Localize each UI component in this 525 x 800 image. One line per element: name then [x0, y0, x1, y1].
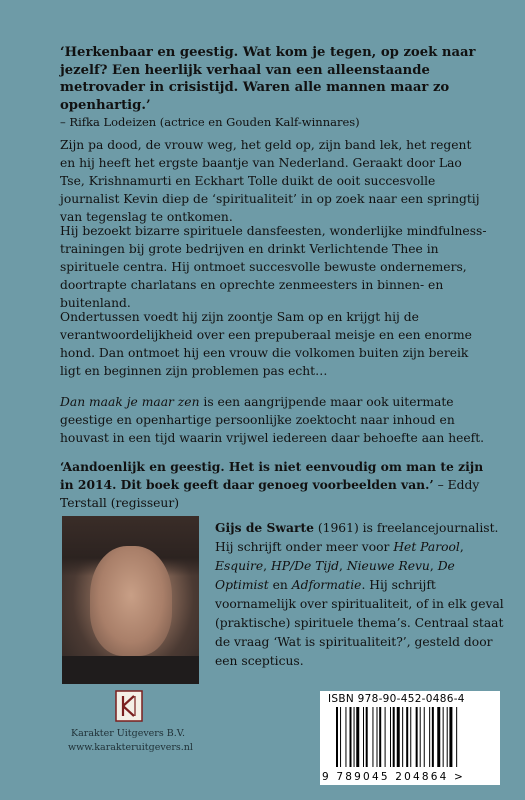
author-bio [215, 518, 505, 671]
publication-name: Nieuwe Revu [346, 559, 430, 573]
publication-name: Het Parool [393, 540, 460, 554]
publisher-info [68, 727, 193, 755]
bio-separator: , [429, 559, 438, 573]
bottom-review-quote [60, 458, 500, 513]
top-review-quote [60, 44, 490, 132]
bio-separator: , [459, 540, 464, 554]
blurb-paragraph-3: Ondertussen voedt hij zijn zoontje Sam op en krijgt hij de verantwoordelijkheid over een prepuberaal meisje en een enorme hond. Dan ontmoet hij een vrouw die volkomen buiten zijn bereik ligt en beginnen zijn problemen pas echt… [60, 310, 472, 379]
isbn-label: ISBN 978-90-452-0486-4 [328, 693, 465, 705]
author-photo-shirt [62, 656, 199, 684]
top-quote-attribution: – Rifka Lodeizen (actrice en Gouden Kalf-winnares) [60, 115, 360, 129]
publisher-name: Karakter Uitgevers B.V. [71, 728, 185, 739]
bottom-quote-attribution: – Eddy Terstall (regisseur) [60, 478, 480, 511]
author-photo [62, 516, 199, 684]
publication-name: Adformatie [291, 578, 362, 592]
author-name: Gijs de Swarte [215, 520, 314, 535]
book-title-inline: Dan maak je maar zen [60, 395, 200, 409]
barcode-icon [336, 707, 488, 767]
publication-name: De Optimist [215, 559, 455, 592]
bio-separator: , [263, 559, 271, 573]
blurb-paragraph-2: Hij bezoekt bizarre spirituele dansfeesten, wonderlijke mindfulness-trainingen bij grote bedrijven en drinkt Verlichtende Thee in spirituele centra. Hij ontmoet succesvolle bewuste ondernemers, doortrapte charlatans en oprechte zenmeesters in binnen- en buitenland. [60, 224, 487, 311]
blurb-paragraph-4-text: is een aangrijpende maar ook uitermate geestige en openhartige persoonlijke zoektocht naar inhoud en houvast in een tijd waarin vrijwel iedereen daar behoefte aan heeft. [60, 395, 485, 446]
bottom-quote-text: ‘Aandoenlijk en geestig. Het is niet eenvoudig om man te zijn in 2014. Dit boek geeft daar genoeg voorbeelden van.’ [60, 459, 484, 493]
isbn-barcode-block [320, 691, 500, 785]
publisher-url: www.karakteruitgevers.nl [68, 742, 193, 753]
bio-text: en [268, 578, 292, 592]
author-birth-year: (1961) [313, 521, 359, 535]
bio-text: . Hij schrijft voornamelijk over spiritualiteit, of in elk geval (praktische) spirituele thema’s. Centraal staat de vraag ‘Wat is spiritualiteit?’, gesteld door een scepticus. [215, 578, 504, 668]
publication-name: Esquire [215, 559, 264, 573]
bio-text: is freelancejournalist. Hij schrijft onder meer voor [215, 521, 499, 554]
bio-separator: , [339, 559, 347, 573]
publication-name: HP/De Tijd [271, 559, 340, 573]
top-quote-text: ‘Herkenbaar en geestig. Wat kom je tegen, op zoek naar jezelf? Een heerlijk verhaal van een alleenstaande metrovader in crisistijd. Waren alle mannen maar zo openhartig.’ [60, 45, 476, 113]
barcode-number: 9 789045 204864 > [322, 771, 466, 783]
publisher-logo-icon [115, 690, 143, 722]
blurb-paragraph-1: Zijn pa dood, de vrouw weg, het geld op, zijn band lek, het regent en hij heeft het ergste baantje van Nederland. Geraakt door Lao Tse, Krishnamurti en Eckhart Tolle duikt de ooit succesvolle journalist Kevin diep de ‘spiritualiteit’ in op zoek naar een springtij van tegenslag te ontkomen. [60, 138, 480, 225]
blurb-paragraph-4 [60, 393, 490, 447]
author-photo-face [90, 546, 172, 656]
